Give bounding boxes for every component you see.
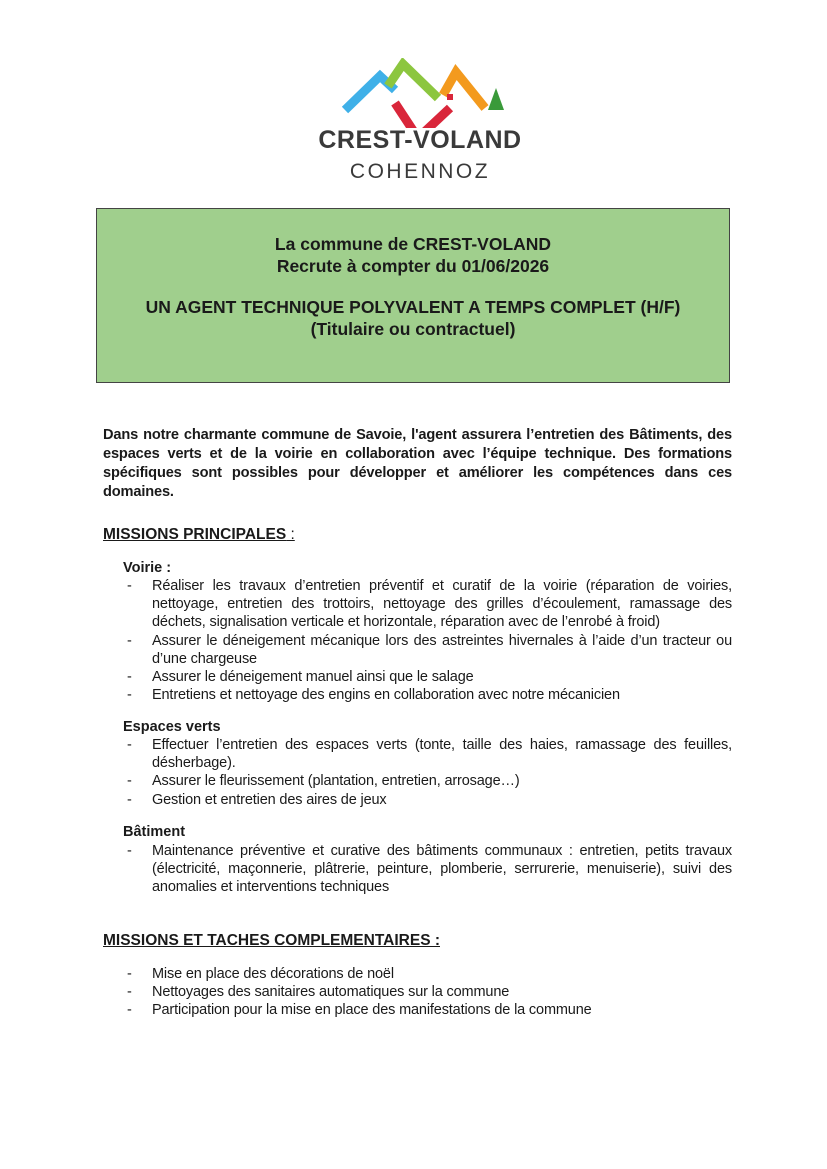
list-item: - Effectuer l’entretien des espaces verts (tonte, taille des haies, ramassage des feuilles, désherbage).: [123, 736, 732, 772]
list-item: - Entretiens et nettoyage des engins en collaboration avec notre mécanicien: [123, 686, 732, 704]
banner-status: (Titulaire ou contractuel): [310, 319, 516, 339]
list-item: - Gestion et entretien des aires de jeux: [123, 791, 732, 809]
espaces-verts-list: [123, 736, 732, 809]
batiment-heading: Bâtiment: [123, 824, 186, 840]
missions-heading-text: MISSIONS PRINCIPALES: [103, 526, 287, 543]
logo: [300, 58, 540, 188]
missions-heading: [103, 526, 295, 544]
banner-commune: La commune de CREST-VOLAND: [274, 234, 552, 254]
mountains-logo-icon: [300, 58, 540, 128]
logo-name: CREST-VOLAND: [318, 126, 522, 154]
espaces-verts-heading: Espaces verts: [123, 719, 221, 735]
voirie-heading: Voirie :: [123, 560, 172, 576]
list-item: - Mise en place des décorations de noël: [123, 965, 732, 983]
complementaires-heading: MISSIONS ET TACHES COMPLEMENTAIRES :: [103, 932, 440, 949]
list-item: - Maintenance préventive et curative des bâtiments communaux : entretien, petits travaux (électricité, maçonnerie, plâtrerie, peinture, plomberie, serrurerie, menuiserie), suivi des anomalies et interventions techniques: [123, 842, 732, 897]
banner-date: Recrute à compter du 01/06/2026: [276, 256, 550, 276]
intro-paragraph: Dans notre charmante commune de Savoie, l'agent assurera l’entretien des Bâtiments, des espaces verts et de la voirie en collaboration avec l’équipe technique. Des formations spécifiques sont possibles pour développer et améliorer les compétences dans ces domaines.: [103, 427, 732, 500]
voirie-list: [123, 577, 732, 704]
list-item: - Participation pour la mise en place des manifestations de la commune: [123, 1001, 732, 1019]
batiment-list: [123, 842, 732, 897]
list-item: - Réaliser les travaux d’entretien préventif et curatif de la voirie (réparation de voiries, nettoyage, entretien des trottoirs, nettoyage des grilles d’écoulement, ramassage des déchets, signalisation verticale et horizontale, réparation avec de l’enrobé à froid): [123, 577, 732, 632]
title-banner: [96, 208, 730, 383]
list-item: - Assurer le fleurissement (plantation, entretien, arrosage…): [123, 772, 732, 790]
list-item: - Assurer le déneigement mécanique lors des astreintes hivernales à l’aide d’un tracteur ou d’une chargeuse: [123, 632, 732, 668]
complementaires-list: [123, 965, 732, 1020]
banner-job-title: UN AGENT TECHNIQUE POLYVALENT A TEMPS COMPLET (H/F): [145, 297, 681, 317]
logo-subname: COHENNOZ: [349, 160, 491, 183]
colon: :: [286, 526, 295, 543]
list-item: - Nettoyages des sanitaires automatiques sur la commune: [123, 983, 732, 1001]
list-item: - Assurer le déneigement manuel ainsi que le salage: [123, 668, 732, 686]
